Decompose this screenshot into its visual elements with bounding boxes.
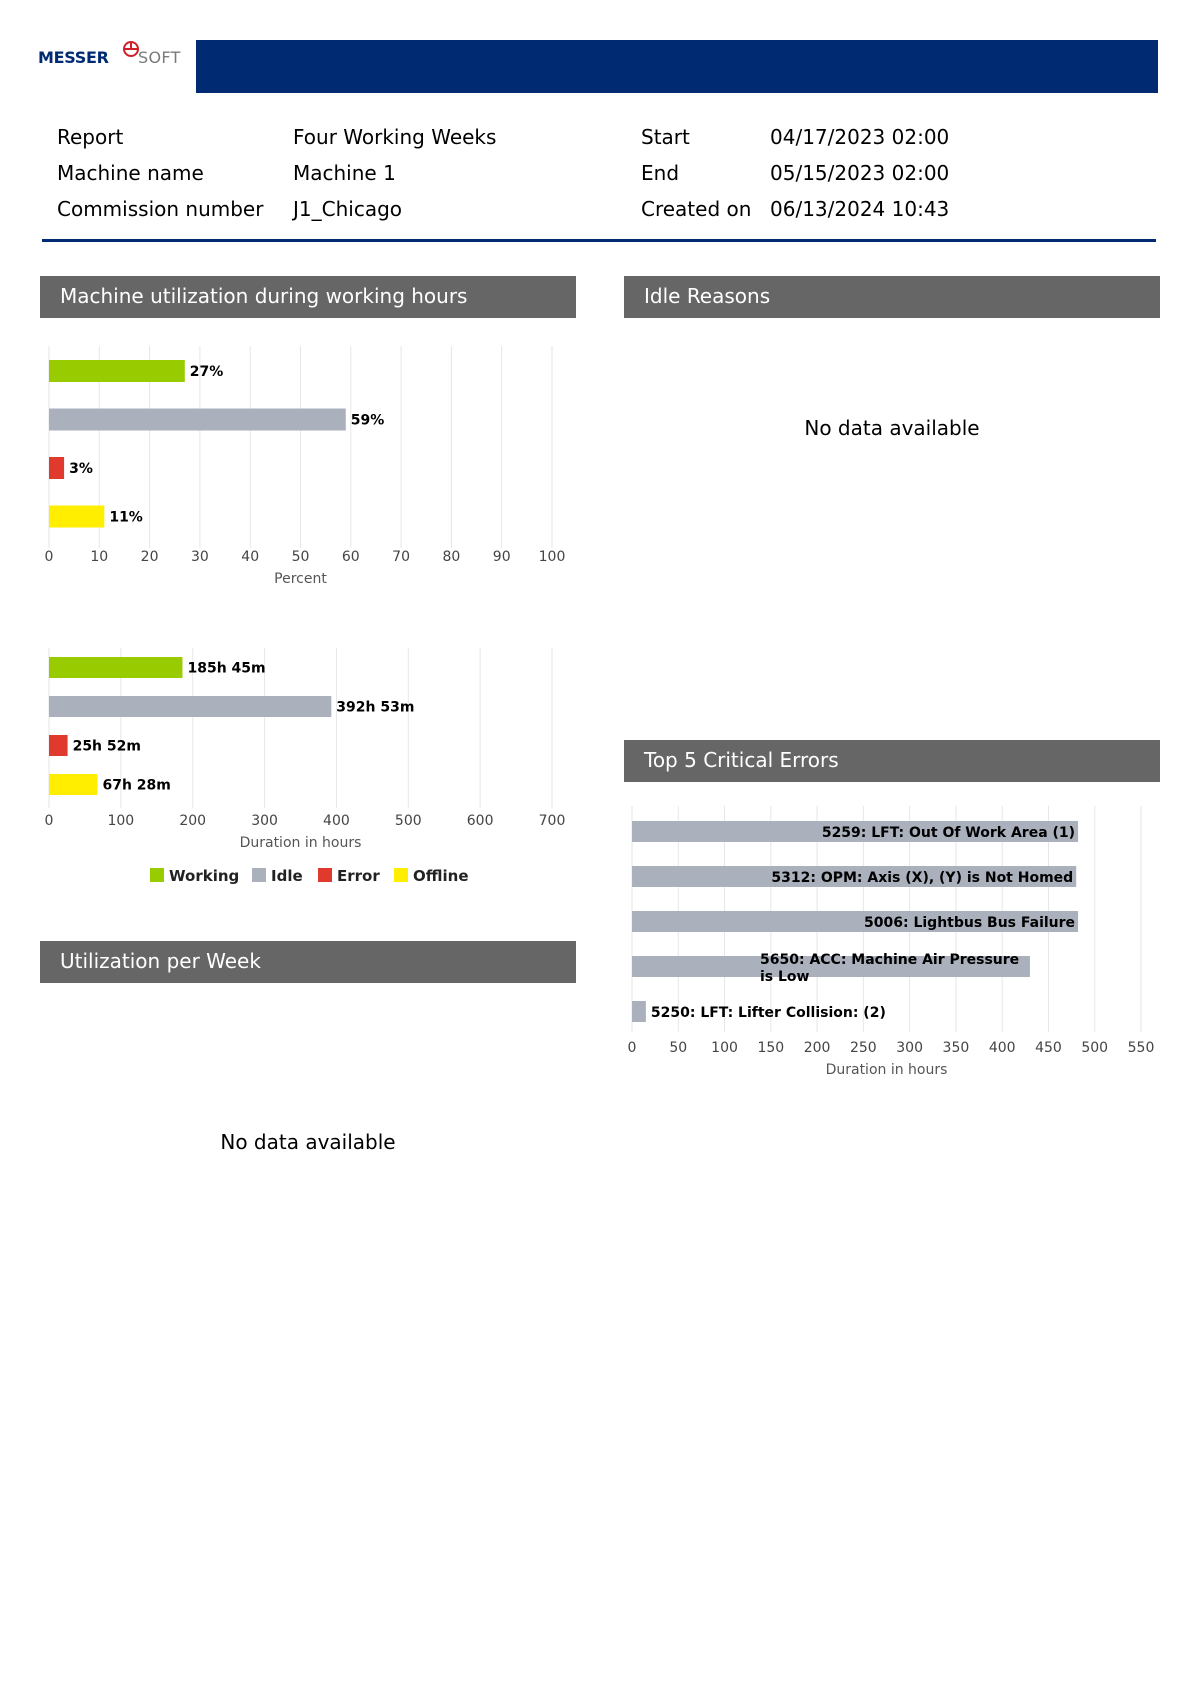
bar-error: [49, 457, 64, 479]
legend-label-working: Working: [169, 867, 240, 885]
x-axis-label: Duration in hours: [239, 835, 362, 851]
idle-reasons-section-header: Idle Reasons: [624, 276, 1160, 318]
error-label: 5259: LFT: Out Of Work Area (1): [821, 825, 1076, 841]
bar-idle: [49, 696, 331, 717]
x-tick-label: 200: [179, 813, 207, 829]
utilization-section-header: Machine utilization during working hours: [40, 276, 576, 318]
x-tick-label: 350: [942, 1040, 970, 1056]
idle-reasons-no-data: No data available: [804, 416, 980, 440]
legend-label-offline: Offline: [413, 867, 469, 885]
data-label: 59%: [350, 412, 385, 429]
x-tick-label: 500: [1081, 1040, 1109, 1056]
x-tick-label: 0: [627, 1040, 637, 1056]
start-value: 04/17/2023 02:00: [770, 125, 950, 149]
bar-working: [49, 360, 185, 382]
logo-main-text: MESSER: [38, 48, 109, 67]
error-label: 5250: LFT: Lifter Collision: (2): [650, 1005, 886, 1021]
x-tick-label: 550: [1127, 1040, 1155, 1056]
legend-swatch-error: [318, 868, 332, 882]
data-label: 25h 52m: [72, 738, 141, 755]
commission-number-label: Commission number: [57, 197, 264, 221]
report-value: Four Working Weeks: [293, 125, 497, 149]
machine-name-value: Machine 1: [293, 161, 396, 185]
x-tick-label: 30: [190, 549, 209, 565]
legend-swatch-offline: [394, 868, 408, 882]
x-tick-label: 0: [44, 549, 54, 565]
x-tick-label: 90: [492, 549, 511, 565]
x-tick-label: 250: [849, 1040, 877, 1056]
error-label: 5006: Lightbus Bus Failure: [864, 915, 1076, 931]
x-tick-label: 500: [394, 813, 422, 829]
legend-label-idle: Idle: [271, 867, 303, 885]
bar-error: [49, 735, 68, 756]
data-label: 392h 53m: [336, 699, 415, 716]
machine-name-label: Machine name: [57, 161, 204, 185]
legend-swatch-working: [150, 868, 164, 882]
x-tick-label: 200: [803, 1040, 831, 1056]
bar-idle: [49, 409, 346, 431]
top-errors-section-header: Top 5 Critical Errors: [624, 740, 1160, 782]
x-tick-label: 100: [107, 813, 135, 829]
x-tick-label: 100: [711, 1040, 738, 1056]
x-tick-label: 150: [757, 1040, 785, 1056]
error-label: 5312: OPM: Axis (X), (Y) is Not Homed: [771, 870, 1074, 886]
x-tick-label: 50: [291, 549, 310, 565]
x-tick-label: 0: [44, 813, 54, 829]
logo-sub-text: SOFT: [138, 48, 181, 67]
x-tick-label: 600: [466, 813, 494, 829]
created-on-label: Created on: [641, 197, 752, 221]
x-tick-label: 450: [1035, 1040, 1062, 1056]
utilization-per-week-no-data: No data available: [220, 1130, 396, 1154]
bar-working: [49, 657, 182, 678]
x-tick-label: 70: [392, 549, 411, 565]
commission-number-value: J1_Chicago: [293, 197, 403, 221]
data-label: 67h 28m: [102, 777, 171, 794]
bar-5250-lft-lifter-collision-2: [632, 1001, 646, 1022]
x-tick-label: 40: [241, 549, 260, 565]
x-tick-label: 400: [323, 813, 350, 829]
legend-swatch-idle: [252, 868, 266, 882]
x-tick-label: 300: [896, 1040, 924, 1056]
error-label: 5650: ACC: Machine Air Pressure is Low: [760, 952, 1020, 985]
x-tick-label: 80: [442, 549, 461, 565]
end-value: 05/15/2023 02:00: [770, 161, 950, 185]
created-on-value: 06/13/2024 10:43: [770, 197, 950, 221]
x-tick-label: 300: [251, 813, 278, 829]
legend-label-error: Error: [337, 867, 380, 885]
data-label: 27%: [189, 364, 224, 380]
x-tick-label: 10: [90, 549, 109, 565]
x-tick-label: 20: [140, 549, 159, 565]
x-axis-label: Percent: [274, 571, 327, 587]
bar-offline: [49, 506, 104, 528]
x-axis-label: Duration in hours: [825, 1062, 948, 1078]
x-tick-label: 700: [538, 813, 566, 829]
x-tick-label: 100: [538, 549, 566, 565]
start-label: Start: [641, 125, 690, 149]
x-tick-label: 400: [988, 1040, 1016, 1056]
bar-offline: [49, 774, 97, 795]
utilization-per-week-section-header: Utilization per Week: [40, 941, 576, 983]
data-label: 3%: [69, 461, 93, 477]
x-tick-label: 60: [341, 549, 360, 565]
data-label: 11%: [109, 509, 143, 526]
data-label: 185h 45m: [187, 660, 266, 677]
x-tick-label: 50: [669, 1040, 688, 1056]
end-label: End: [641, 161, 680, 185]
report-label: Report: [57, 125, 124, 149]
